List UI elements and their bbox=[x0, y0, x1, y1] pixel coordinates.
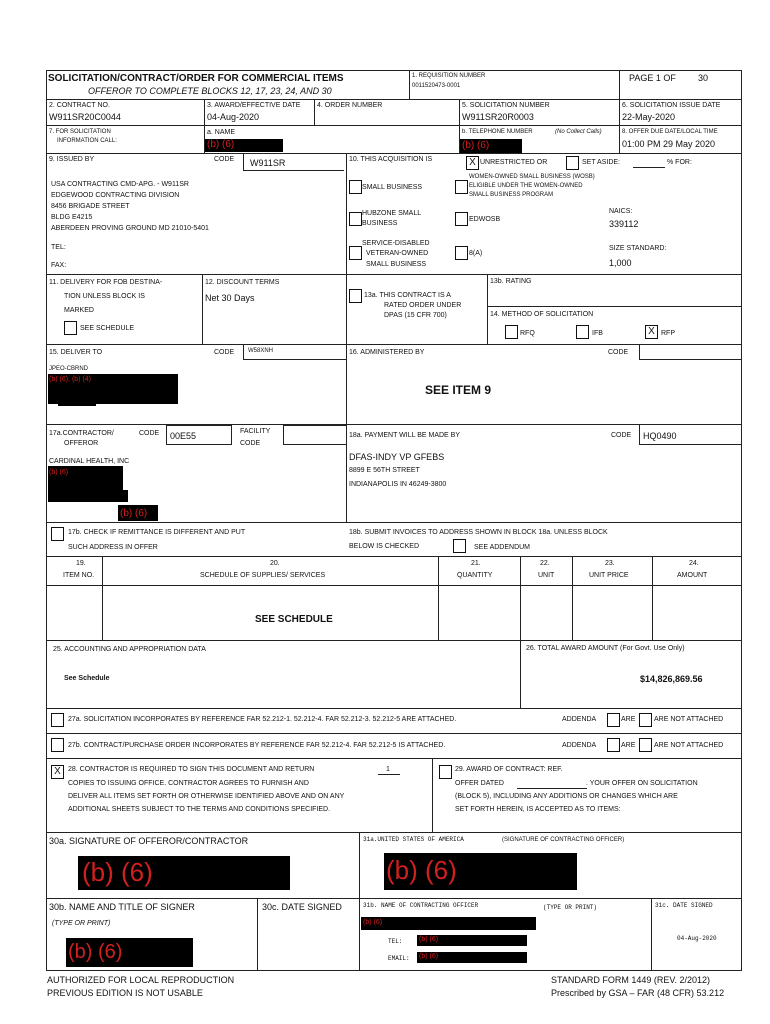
discount-label: 12. DISCOUNT TERMS bbox=[205, 279, 280, 286]
sdvosb-label-3: SMALL BUSINESS bbox=[366, 261, 427, 268]
clause-29-line-5: SET FORTH HEREIN, IS ACCEPTED AS TO ITEMS: bbox=[455, 806, 621, 813]
phone-note: (No Collect Calls) bbox=[555, 129, 602, 135]
issued-by-label: 9. ISSUED BY bbox=[49, 156, 95, 163]
pct-for-label: % FOR: bbox=[667, 159, 692, 166]
wosb-label-3: SMALL BUSINESS PROGRAM bbox=[469, 192, 554, 198]
naics-label: NAICS: bbox=[609, 208, 633, 215]
rated-order-checkbox[interactable] bbox=[349, 289, 362, 303]
delivery-label-3: MARKED bbox=[64, 307, 94, 314]
page-label: PAGE 1 OF bbox=[629, 73, 676, 83]
requisition-value: 0011520473-0001 bbox=[412, 83, 461, 89]
form-subtitle: OFFEROR TO COMPLETE BLOCKS 12, 17, 23, 24, AND 30 bbox=[88, 86, 332, 96]
information-call-label: INFORMATION CALL: bbox=[57, 138, 117, 144]
col-19-header: ITEM NO. bbox=[63, 572, 95, 579]
sdvosb-label-1: SERVICE-DISABLED bbox=[362, 240, 430, 247]
addenda-27a-not-checkbox[interactable] bbox=[639, 713, 652, 727]
facility-label-2: CODE bbox=[240, 440, 261, 447]
deliver-to-label: 15. DELIVER TO bbox=[49, 349, 103, 356]
delivery-label-2: TION UNLESS BLOCK IS bbox=[64, 293, 145, 300]
for-solicitation-label: 7. FOR SOLICITATION bbox=[49, 129, 111, 135]
clause-27a: 27a. SOLICITATION INCORPORATES BY REFERENCE FAR 52.212-1. 52.212-4. FAR 52.212-3. 52.212-5 ARE ATTACHED. bbox=[68, 716, 457, 723]
rfq-checkbox[interactable] bbox=[505, 325, 518, 339]
remittance-label-2: SUCH ADDRESS IN OFFER bbox=[68, 544, 158, 551]
ifb-checkbox[interactable] bbox=[576, 325, 589, 339]
clause-27a-checkbox[interactable] bbox=[51, 713, 64, 727]
col-23-num: 23. bbox=[605, 560, 615, 567]
rated-label-1: 13a. THIS CONTRACT IS A bbox=[364, 292, 451, 299]
clause-28-copies: 1 bbox=[386, 766, 390, 773]
eight-a-checkbox[interactable] bbox=[455, 246, 468, 260]
addenda-27a-are-checkbox[interactable] bbox=[607, 713, 620, 727]
phone-redaction: (b) (6) bbox=[462, 140, 490, 151]
rating-label: 13b. RATING bbox=[490, 278, 532, 285]
remittance-label-1: 17b. CHECK IF REMITTANCE IS DIFFERENT AND PUT bbox=[68, 529, 246, 536]
sig-31b-redaction: (b) (6) bbox=[363, 919, 383, 926]
col-21-num: 21. bbox=[471, 560, 481, 567]
hubzone-label-1: HUBZONE SMALL bbox=[362, 210, 422, 217]
email-redaction: (b) (6) bbox=[419, 953, 439, 960]
addenda-27b-are: ARE bbox=[621, 742, 636, 749]
deliver-to-name: JPEO-CBRND bbox=[49, 366, 89, 372]
wosb-label-2: ELIGIBLE UNDER THE WOMEN-OWNED bbox=[469, 183, 583, 189]
solicitation-no: W911SR20R0003 bbox=[462, 112, 534, 122]
clause-27b-checkbox[interactable] bbox=[51, 738, 64, 752]
payment-address-2: 8899 E 56TH STREET bbox=[349, 467, 420, 474]
size-standard-label: SIZE STANDARD: bbox=[609, 245, 667, 252]
sig-31b-label: 31b. NAME OF CONTRACTING OFFICER bbox=[363, 902, 479, 909]
administered-value: SEE ITEM 9 bbox=[425, 383, 492, 397]
sdvosb-label-2: VETERAN-OWNED bbox=[366, 250, 429, 257]
addenda-27b-not-checkbox[interactable] bbox=[639, 738, 652, 752]
sig-31a-note: (SIGNATURE OF CONTRACTING OFFICER) bbox=[502, 837, 625, 843]
invoice-label-1: 18b. SUBMIT INVOICES TO ADDRESS SHOWN IN BLOCK 18a. UNLESS BLOCK bbox=[349, 529, 608, 536]
form-title: SOLICITATION/CONTRACT/ORDER FOR COMMERCIAL ITEMS bbox=[48, 73, 344, 84]
clause-28-line-4: ADDITIONAL SHEETS SUBJECT TO THE TERMS AND CONDITIONS SPECIFIED. bbox=[68, 806, 331, 813]
issued-by-line-3: 8456 BRIGADE STREET bbox=[51, 203, 130, 210]
footer-left-2: PREVIOUS EDITION IS NOT USABLE bbox=[47, 988, 203, 998]
page-total: 30 bbox=[698, 73, 709, 83]
see-schedule-checkbox[interactable] bbox=[64, 321, 77, 335]
addenda-27a-are: ARE bbox=[621, 716, 636, 723]
footer-right-2: Prescribed by GSA – FAR (48 CFR) 53.212 bbox=[551, 988, 725, 998]
tel-31b-label: TEL: bbox=[388, 938, 403, 945]
issue-date: 22-May-2020 bbox=[622, 112, 676, 122]
contractor-name: CARDINAL HEALTH, INC bbox=[49, 458, 130, 465]
award-date: 04-Aug-2020 bbox=[207, 112, 260, 122]
method-label: 14. METHOD OF SOLICITATION bbox=[490, 311, 594, 318]
sig-30a-label: 30a. SIGNATURE OF OFFEROR/CONTRACTOR bbox=[49, 836, 249, 846]
fax-label: FAX: bbox=[51, 262, 67, 269]
contractor-redaction-2: (b) (6) bbox=[120, 508, 148, 519]
administered-code-label: CODE bbox=[608, 349, 629, 356]
clause-29-line-2: OFFER DATED bbox=[455, 780, 504, 787]
issue-date-label: 6. SOLICITATION ISSUE DATE bbox=[622, 102, 721, 109]
see-schedule-label: SEE SCHEDULE bbox=[80, 325, 135, 332]
clause-27b: 27b. CONTRACT/PURCHASE ORDER INCORPORATES BY REFERENCE FAR 52.212-4. FAR 52.212-5 IS ATTACHED. bbox=[68, 742, 446, 749]
invoice-label-2: BELOW IS CHECKED bbox=[349, 543, 420, 550]
sig-30a-redaction: (b) (6) bbox=[82, 857, 153, 887]
accounting-label: 25. ACCOUNTING AND APPROPRIATION DATA bbox=[53, 646, 206, 653]
addenda-27a-label: ADDENDA bbox=[562, 716, 597, 723]
award-date-label: 3. AWARD/EFFECTIVE DATE bbox=[207, 102, 301, 109]
clause-28-line-3: DELIVER ALL ITEMS SET FORTH OR OTHERWISE IDENTIFIED ABOVE AND ON ANY bbox=[68, 793, 345, 800]
sig-31c-label: 31c. DATE SIGNED bbox=[655, 902, 713, 909]
rfp-checkbox[interactable]: X bbox=[645, 325, 658, 339]
addenda-27b-not: ARE NOT ATTACHED bbox=[654, 742, 724, 749]
schedule-body: SEE SCHEDULE bbox=[255, 614, 333, 625]
sig-30b-redaction: (b) (6) bbox=[68, 941, 123, 963]
sig-31b-redaction-box bbox=[361, 917, 536, 930]
payment-code-label: CODE bbox=[611, 432, 632, 439]
acquisition-label: 10. THIS ACQUISITION IS bbox=[349, 156, 433, 163]
issued-by-line-2: EDGEWOOD CONTRACTING DIVISION bbox=[51, 192, 180, 199]
issued-by-line-5: ABERDEEN PROVING GROUND MD 21010-5401 bbox=[51, 225, 209, 232]
col-24-header: AMOUNT bbox=[677, 572, 708, 579]
sig-30b-note: (TYPE OR PRINT) bbox=[52, 920, 111, 927]
rated-label-2: RATED ORDER UNDER bbox=[384, 302, 462, 309]
see-addendum-checkbox[interactable] bbox=[453, 539, 466, 553]
payment-address-3: INDIANAPOLIS IN 46249-3800 bbox=[349, 481, 447, 488]
footer-right-1: STANDARD FORM 1449 (REV. 2/2012) bbox=[551, 975, 711, 985]
addenda-27a-not: ARE NOT ATTACHED bbox=[654, 716, 724, 723]
issued-by-code-label: CODE bbox=[214, 156, 235, 163]
ifb-label: IFB bbox=[592, 330, 603, 337]
rfq-label: RFQ bbox=[520, 330, 535, 337]
contract-no: W911SR20C0044 bbox=[49, 112, 121, 122]
small-business-checkbox[interactable] bbox=[349, 180, 362, 194]
footer-left-1: AUTHORIZED FOR LOCAL REPRODUCTION bbox=[47, 975, 235, 985]
order-no-label: 4. ORDER NUMBER bbox=[317, 102, 383, 109]
naics-value: 339112 bbox=[609, 219, 639, 229]
sig-31a-label: 31a.UNITED STATES OF AMERICA bbox=[363, 836, 464, 843]
unrestricted-label: UNRESTRICTED OR bbox=[480, 159, 548, 166]
sig-30c-label: 30c. DATE SIGNED bbox=[262, 902, 342, 912]
edwosb-label: EDWOSB bbox=[469, 216, 501, 223]
contractor-label-1: 17a.CONTRACTOR/ bbox=[49, 430, 114, 437]
administered-label: 16. ADMINISTERED BY bbox=[349, 349, 425, 356]
col-22-num: 22. bbox=[540, 560, 550, 567]
contractor-code-label: CODE bbox=[139, 430, 160, 437]
contractor-redaction-1: (b) (6) bbox=[49, 469, 69, 476]
wosb-checkbox[interactable] bbox=[455, 180, 468, 194]
requisition-label: 1. REQUISITION NUMBER bbox=[412, 73, 486, 79]
clause-28-checkbox[interactable]: X bbox=[51, 765, 64, 779]
email-31b-label: EMAIL: bbox=[388, 955, 410, 962]
sig-31b-note: (TYPE OR PRINT) bbox=[543, 904, 598, 911]
payment-label: 18a. PAYMENT WILL BE MADE BY bbox=[349, 432, 460, 439]
contractor-code: 00E55 bbox=[170, 431, 197, 441]
accounting-value: See Schedule bbox=[64, 675, 110, 682]
offer-due-label: 8. OFFER DUE DATE/LOCAL TIME bbox=[622, 129, 718, 135]
offer-due: 01:00 PM 29 May 2020 bbox=[622, 139, 716, 149]
clause-29-line-1: 29. AWARD OF CONTRACT: REF. bbox=[455, 766, 563, 773]
deliver-to-redaction: (b) (6), (b) (4) bbox=[49, 376, 91, 383]
size-standard-value: 1,000 bbox=[609, 258, 632, 268]
deliver-to-code: W58XNH bbox=[248, 348, 274, 354]
set-aside-checkbox[interactable] bbox=[566, 156, 579, 170]
clause-29-line-4: (BLOCK 5), INCLUDING ANY ADDITIONS OR CHANGES WHICH ARE bbox=[455, 793, 678, 800]
tel-label: TEL: bbox=[51, 244, 66, 251]
col-24-num: 24. bbox=[689, 560, 699, 567]
clause-28-line-1: 28. CONTRACTOR IS REQUIRED TO SIGN THIS DOCUMENT AND RETURN bbox=[68, 766, 315, 773]
eight-a-label: 8(A) bbox=[469, 250, 483, 257]
issued-by-line-1: USA CONTRACTING CMD-APG. - W911SR bbox=[51, 181, 189, 188]
col-23-header: UNIT PRICE bbox=[589, 572, 629, 579]
col-22-header: UNIT bbox=[538, 572, 555, 579]
hubzone-checkbox[interactable] bbox=[349, 212, 362, 226]
issued-by-line-4: BLDG E4215 bbox=[51, 214, 93, 221]
delivery-label-1: 11. DELIVERY FOR FOB DESTINA- bbox=[49, 279, 163, 286]
addenda-27b-label: ADDENDA bbox=[562, 742, 597, 749]
hubzone-label-2: BUSINESS bbox=[362, 220, 398, 227]
total-award-label: 26. TOTAL AWARD AMOUNT (For Govt. Use Only) bbox=[526, 645, 685, 652]
rated-label-3: DPAS (15 CFR 700) bbox=[384, 312, 447, 319]
col-19-num: 19. bbox=[76, 560, 86, 567]
see-addendum-label: SEE ADDENDUM bbox=[474, 544, 531, 551]
payment-address-1: DFAS-INDY VP GFEBS bbox=[349, 452, 445, 462]
clause-29-checkbox[interactable] bbox=[439, 765, 452, 779]
rfp-label: RFP bbox=[661, 330, 675, 337]
phone-label: b. TELEPHONE NUMBER bbox=[462, 129, 533, 135]
contract-no-label: 2. CONTRACT NO. bbox=[49, 102, 110, 109]
deliver-to-code-label: CODE bbox=[214, 349, 235, 356]
solicitation-no-label: 5. SOLICITATION NUMBER bbox=[462, 102, 550, 109]
contractor-label-2: OFFEROR bbox=[64, 440, 99, 447]
col-20-header: SCHEDULE OF SUPPLIES/ SERVICES bbox=[200, 572, 326, 579]
unrestricted-checkbox[interactable]: X bbox=[466, 156, 479, 170]
sig-30b-label: 30b. NAME AND TITLE OF SIGNER bbox=[49, 902, 195, 912]
sig-31a-redaction: (b) (6) bbox=[386, 855, 457, 885]
name-redaction: (b) (6) bbox=[207, 139, 235, 150]
remittance-checkbox[interactable] bbox=[51, 527, 64, 541]
issued-by-code: W911SR bbox=[250, 158, 286, 168]
col-21-header: QUANTITY bbox=[457, 572, 493, 579]
col-20-num: 20. bbox=[270, 560, 280, 567]
clause-29-line-3: . YOUR OFFER ON SOLICITATION bbox=[586, 780, 698, 787]
name-label: a. NAME bbox=[207, 129, 236, 136]
edwosb-checkbox[interactable] bbox=[455, 212, 468, 226]
discount-value: Net 30 Days bbox=[205, 293, 255, 303]
tel-redaction: (b) (6) bbox=[419, 936, 439, 943]
set-aside-label: SET ASIDE: bbox=[582, 159, 620, 166]
addenda-27b-are-checkbox[interactable] bbox=[607, 738, 620, 752]
sig-31c-value: 04-Aug-2020 bbox=[677, 935, 717, 942]
total-award-value: $14,826,869.56 bbox=[640, 674, 703, 684]
facility-label-1: FACILITY bbox=[240, 428, 271, 435]
clause-28-line-2: COPIES TO ISSUING OFFICE. CONTRACTOR AGREES TO FURNISH AND bbox=[68, 780, 309, 787]
sdvosb-checkbox[interactable] bbox=[349, 246, 362, 260]
small-business-label: SMALL BUSINESS bbox=[362, 184, 423, 191]
payment-code: HQ0490 bbox=[643, 431, 677, 441]
wosb-label-1: WOMEN-OWNED SMALL BUSINESS (WOSB) bbox=[469, 174, 595, 180]
